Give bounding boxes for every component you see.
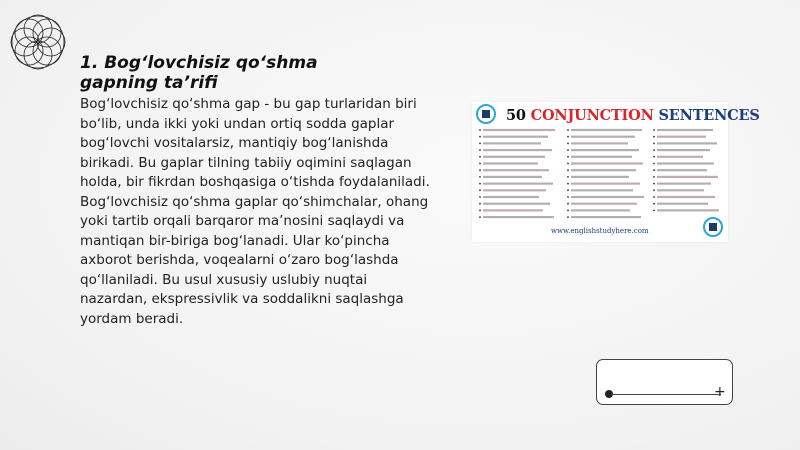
image-title-number: 50 — [506, 107, 526, 124]
image-title-conjunction: CONJUNCTION — [530, 107, 654, 124]
image-sentence-lines — [472, 102, 728, 242]
site-logo-icon — [703, 217, 723, 237]
slide-body-text: Bog‘lovchisiz qo‘shma gap - bu gap turlaridan biri bo‘lib, unda ikki yoki undan ortiq sodda gaplar bog‘lovchi vositalarsiz, mantiqiy bog‘lanishda birikadi. Bu gaplar tilning tabiiy oqimini saqlagan holda, bir fikrdan boshqasiga o‘tishda foydalaniladi. Bog‘lovchisiz qo‘shma gaplar qo‘shimchalar, ohang yoki tartib orqali barqaror ma’nosini saqlaydi va mantiqan bir-biriga bog‘lanadi. Ular ko‘pincha axborot berishda, voqealarni o‘zaro bog‘lashda qo‘llaniladi. Bu usul xususiy uslubiy nuqtai nazardan, ekspressivlik va soddalikni saqlashga yordam beradi. — [80, 96, 430, 327]
image-url: www.englishstudyhere.com — [551, 227, 649, 235]
image-title-sentences: SENTENCES — [658, 107, 760, 124]
audio-player[interactable] — [596, 359, 733, 405]
progress-track[interactable] — [611, 394, 721, 395]
plus-icon[interactable]: + — [714, 384, 726, 400]
slide-title: 1. Bog‘lovchisiz qo‘shma gapning ta’rifi — [80, 53, 318, 93]
conjunction-sentences-image — [472, 102, 760, 242]
decorative-circle-ornament-icon — [2, 2, 74, 82]
